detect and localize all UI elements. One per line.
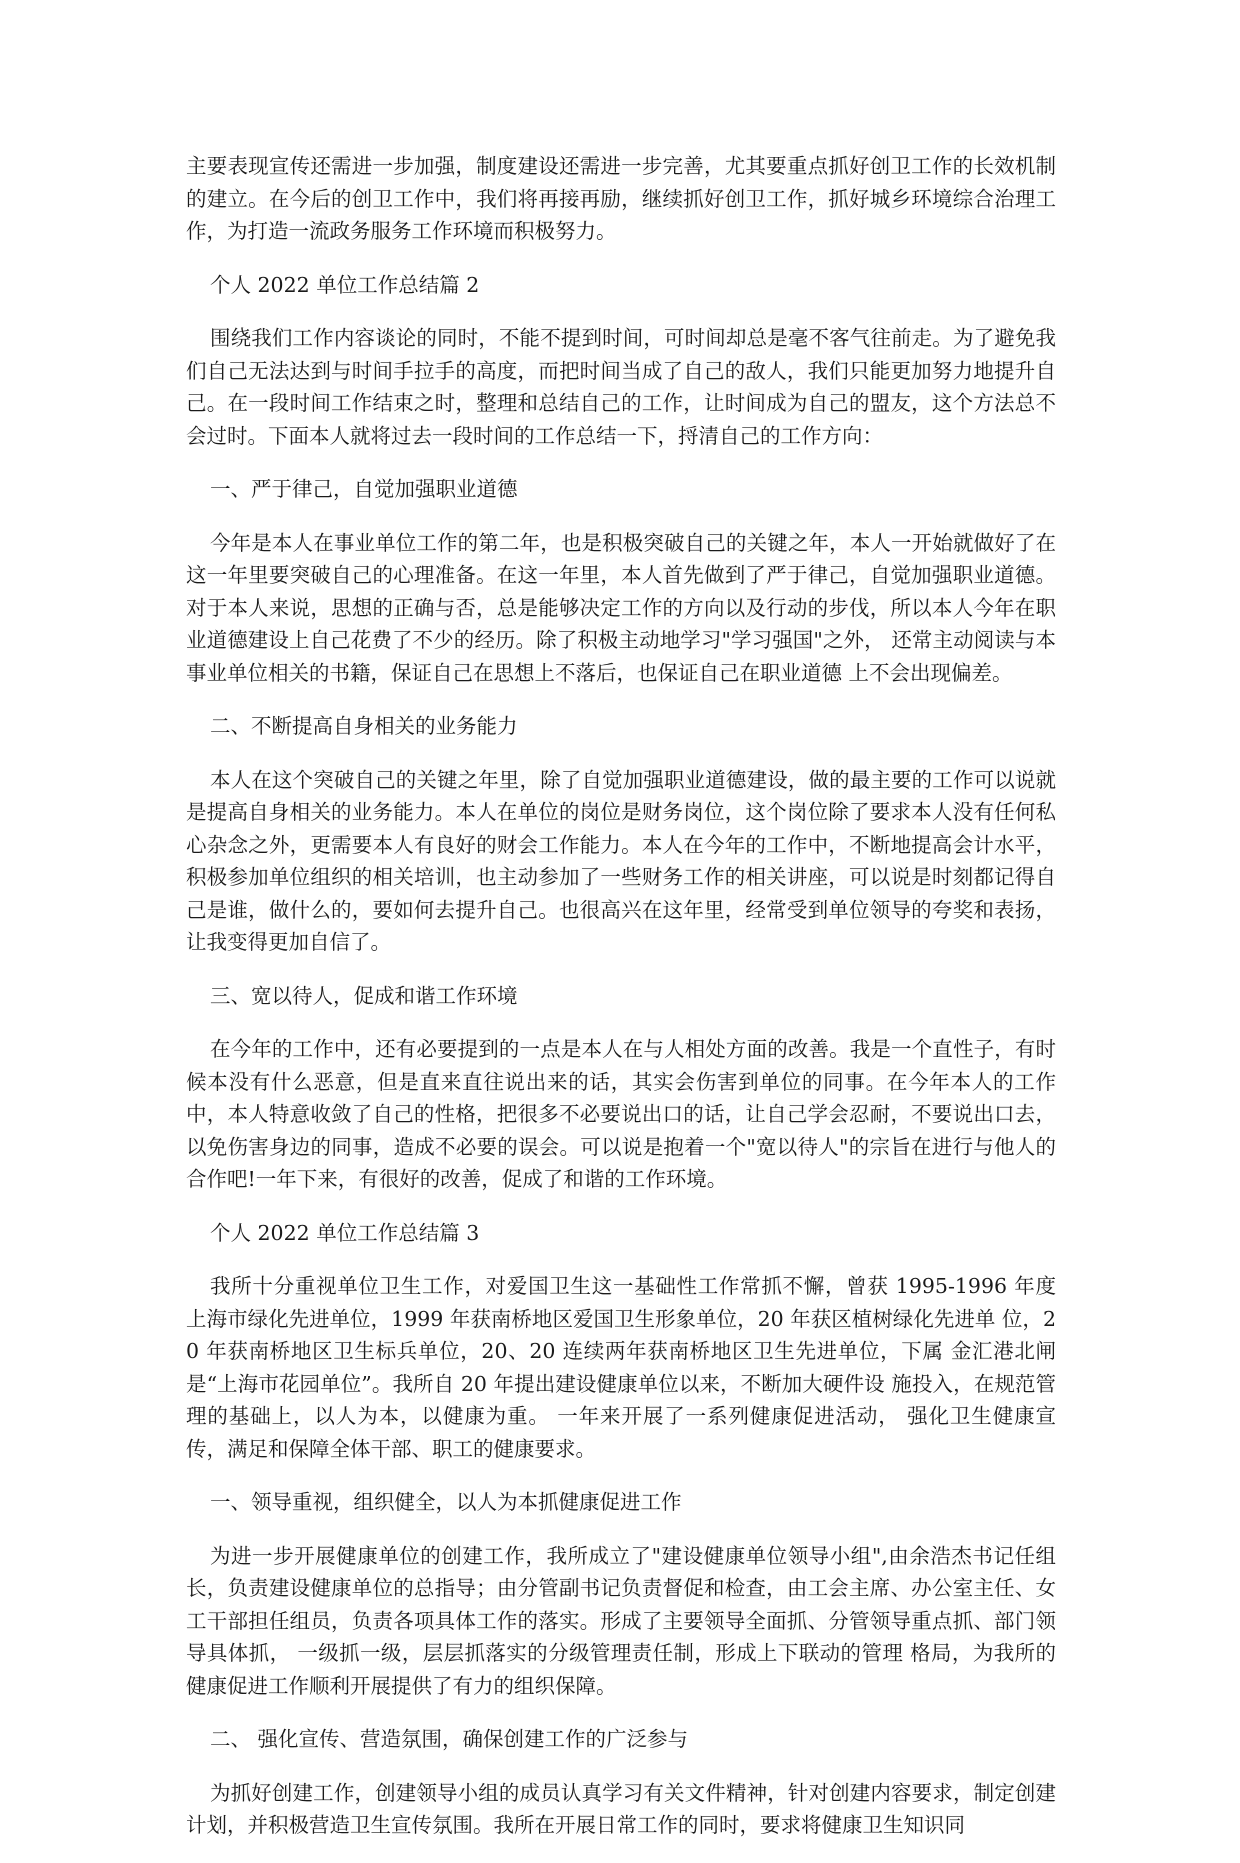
- section-3-heading-1: 一、领导重视，组织健全，以人为本抓健康促进工作: [210, 1490, 682, 1514]
- section-3-paragraph-1: 为进一步开展健康单位的创建工作，我所成立了"建设健康单位领导小组",由余浩杰书记任组长，负责建设健康单位的总指导；由分管副书记负责督促和检查，由工会主席、办公室主任、女工干部担任组员，负责各项具体工作的落实。形成了主要领导全面抓、分管领导重点抓、部门领导具体抓， 一级抓一级，层层抓落实的分级管理责任制，形成上下联动的管理 格局，为我所的健康促进工作顺利开展提供了有力的组织保障。: [186, 1543, 1056, 1698]
- section-2-paragraph-2: 本人在这个突破自己的关键之年里，除了自觉加强职业道德建设，做的最主要的工作可以说就是提高自身相关的业务能力。本人在单位的岗位是财务岗位，这个岗位除了要求本人没有任何私心杂念之外，更需要本人有良好的财会工作能力。本人在今年的工作中，不断地提高会计水平，积极参加单位组织的相关培训，也主动参加了一些财务工作的相关讲座，可以说是时刻都记得自己是谁，做什么的，要如何去提升自己。也很高兴在这年里，经常受到单位领导的夸奖和表扬，让我变得更加自信了。: [186, 767, 1056, 954]
- section-3-paragraph-2: 为抓好创建工作，创建领导小组的成员认真学习有关文件精神，针对创建内容要求，制定创建计划，并积极营造卫生宣传氛围。我所在开展日常工作的同时，要求将健康卫生知识同: [186, 1780, 1056, 1837]
- intro-paragraph: 主要表现宣传还需进一步加强，制度建设还需进一步完善，尤其要重点抓好创卫工作的长效机制的建立。在今后的创卫工作中，我们将再接再励，继续抓好创卫工作，抓好城乡环境综合治理工作，为打造一流政务服务工作环境而积极努力。: [186, 154, 1056, 243]
- section-2-heading-2: 二、不断提高自身相关的业务能力: [210, 714, 518, 738]
- section-title-2: 个人 2022 单位工作总结篇 2: [210, 272, 480, 297]
- document-page: [186, 150, 1056, 1863]
- section-3-intro-paragraph: 我所十分重视单位卫生工作，对爱国卫生这一基础性工作常抓不懈，曾获 1995-1996 年度 上海市绿化先进单位，1999 年获南桥地区爱国卫生形象单位，20 年获区植树绿化先进单 位，20 年获南桥地区卫生标兵单位，20、20 连续两年获南桥地区卫生先进单位，下属 金汇港北闸是“上海市花园单位”。我所自 20 年提出建设健康单位以来，不断加大硬件设 施投入，在规范管理的基础上，以人为本，以健康为重。 一年来开展了一系列健康促进活动， 强化卫生健康宣传，满足和保障全体干部、职工的健康要求。: [186, 1274, 1056, 1461]
- section-2-paragraph-1: 今年是本人在事业单位工作的第二年，也是积极突破自己的关键之年，本人一开始就做好了在这一年里要突破自己的心理准备。在这一年里，本人首先做到了严于律己，自觉加强职业道德。对于本人来说，思想的正确与否，总是能够决定工作的方向以及行动的步伐，所以本人今年在职业道德建设上自己花费了不少的经历。除了积极主动地学习"学习强国"之外， 还常主动阅读与本事业单位相关的书籍，保证自己在思想上不落后，也保证自己在职业道德 上不会出现偏差。: [186, 530, 1056, 685]
- section-2-heading-3: 三、宽以待人，促成和谐工作环境: [210, 983, 518, 1008]
- section-title-3: 个人 2022 单位工作总结篇 3: [210, 1220, 480, 1245]
- section-3-heading-2: 二、 强化宣传、营造氛围，确保创建工作的广泛参与: [210, 1727, 689, 1751]
- section-2-heading-1: 一、严于律己，自觉加强职业道德: [210, 477, 518, 501]
- section-2-intro-paragraph: 围绕我们工作内容谈论的同时，不能不提到时间，可时间却总是毫不客气往前走。为了避免我们自己无法达到与时间手拉手的高度，而把时间当成了自己的敌人，我们只能更加努力地提升自己。在一段时间工作结束之时，整理和总结自己的工作，让时间成为自己的盟友，这个方法总不会过时。下面本人就将过去一段时间的工作总结一下，捋清自己的工作方向：: [186, 326, 1056, 448]
- section-2-paragraph-3: 在今年的工作中，还有必要提到的一点是本人在与人相处方面的改善。我是一个直性子，有时候本没有什么恶意，但是直来直往说出来的话，其实会伤害到单位的同事。在今年本人的工作中，本人特意收敛了自己的性格，把很多不必要说出口的话，让自己学会忍耐，不要说出口去，以免伤害身边的同事，造成不必要的误会。可以说是抱着一个"宽以待人"的宗旨在进行与他人的合作吧!一年下来，有很好的改善，促成了和谐的工作环境。: [186, 1037, 1056, 1191]
